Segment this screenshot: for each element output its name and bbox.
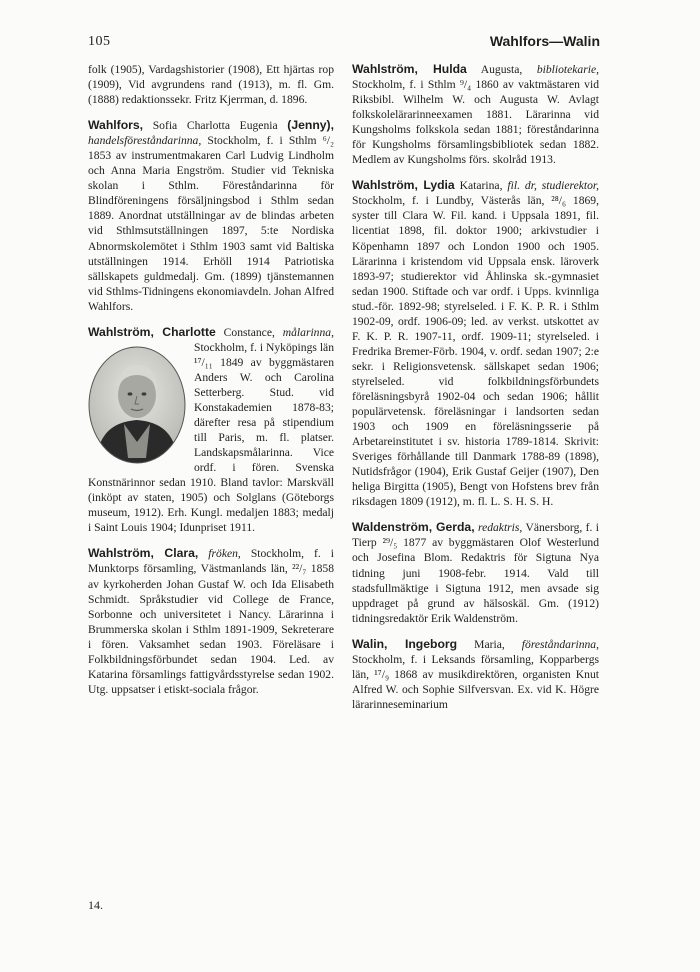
signature-mark: 14. [88, 898, 103, 912]
page-number: 105 [88, 34, 111, 49]
occupation: bibliotekarie, [536, 63, 599, 76]
occupation: redaktris, [477, 521, 523, 535]
entry-walin-ingeborg [352, 637, 599, 712]
headword: Wahlfors, [88, 118, 144, 133]
headword: Wahlström, Hulda [352, 62, 467, 76]
occupation: fröken, [208, 547, 241, 561]
portrait-photo-icon [88, 346, 186, 464]
entry-body: Stockholm, f. i Sthlm ⁶/₂ 1853 av instrumentmakaren Carl Ludvig Lindholm och Anna Maria Engström. Studier vid Tekniska skolan i Sthlm. Föreståndarinna för Blindföreningens försäljningsbod i Sthlm sedan 1889. Anordnat utställningar av de blindas arbeten vid Sthlmsutställningen 1897, 5:te Nordiska Abnormskolemötet i Sthlm 1903 samt vid Baltiska utställningen 1914. Erhöll 1914 Patriotiska sällskapets guldmedalj. Gm. (1899) tjänstemannen vid Sthlms-Tidningens ekonomiavdeln. Johan Alfred Wahlfors. [88, 134, 334, 313]
entry-body: Stockholm, f. i Munktorps församling, Västmanlands län, ²²/₇ 1858 av kyrkoherden Johan Gustaf W. och Ida Elisabeth Schmidt. Språkstudier vid College de France, Sorbonne och universitetet i Nancy. Lärarinna i Brummerska skolan i Sthlm 1891-1909, Sekreterare i fören. Vaksamhet sedan 1903. Föreläsare i Folkbildningsförbundet sedan 1904. Led. av Katarina församlings fattigvårdsstyrelse sedan 1902. Utg. uppsatser i etiskt-sociala frågor. [88, 547, 334, 696]
name-lead: Maria, [457, 637, 522, 651]
occupation: målarinna, [282, 325, 334, 339]
entry-body: Stockholm, f. i Nyköpings län ¹⁷/₁₁ 1849 av byggmästaren Anders W. och Carolina Setterberg. Stud. vid Konstakademien 1878-83; därefter resa på stipendium till Paris, m. fl. platser. Landskapsmålarinna. Vice ordf. i fören. Svenska Konstnärinnor sedan 1910. Bland tavlor: Marskväll (inköpt av staten, 1905) och Solglans (Göteborgs museum, 1912). Erh. Kungl. medaljen 1883; medalj i Saint Louis 1904; Idunpriset 1911. [88, 340, 334, 535]
right-column [352, 62, 599, 723]
name-lead: Constance, [215, 325, 283, 339]
occupation: föreståndarinna, [521, 637, 599, 651]
entry-body: Stockholm, f. i Sthlm ⁹/₄ 1860 av vaktmästaren vid Riksbibl. Wilhelm W. och Augusta W. Avlagt folkskolelärarinneexamen 1881. Lärarinna vid Kungsholms folkskola sedan 1881; föreståndarinna för Kungsholms församlingsbibliotek sedan 1882. Medlem av Kungsholms förs. skolråd 1913. [352, 78, 599, 167]
entry-wahlstrom-hulda [352, 62, 599, 167]
name-lead: Augusta, [466, 63, 537, 76]
headword: Wahlström, Clara, [88, 546, 199, 561]
continued-entry: folk (1905), Vardagshistorier (1908), Ett hjärtas rop (1909), Vid avgrundens rand (1913), m. fl. Gm. (1888) redaktionssekr. Fritz Kjerrman, d. 1896. [88, 63, 334, 107]
entry-waldenstrom-gerda [352, 520, 599, 625]
entry-wahlstrom-clara [88, 546, 334, 696]
occupation: fil. dr, studierektor, [507, 179, 599, 193]
entry-wahlstrom-lydia [352, 178, 599, 509]
left-column [88, 62, 334, 708]
portrait-photo [88, 346, 186, 464]
headword: Wahlström, Lydia [352, 178, 455, 193]
headword: Walin, Ingeborg [352, 636, 458, 651]
name-lead: Sofia Charlotta Eugenia [143, 119, 288, 133]
entry-wahlstrom-charlotte [88, 325, 334, 536]
entry-body: Stockholm, f. i Lundby, Västerås län, ²⁸/₆ 1869, syster till Clara W. Fil. kand. i Uppsala 1891, fil. licentiat 1898, fil. doktor 1900; arkivstudier i Köpenhamn 1897 och London 1900 och 1905. Lärarinna i kristendom vid Uppsala ensk. läroverk 1893-97; studierektor vid Åhlinska sk.-gymnasiet sedan 1900. Stiftade och var ordf. i Upps. kvinnliga stud.-för. 1892-98; styrelseled. i F. K. P. R. i Sthlm 1902-09, ordf. 1906-09; led. av verkst. utskottet av F. K. P. R. 1907-11, ordf. 1909-11; styrelseled. i Fredrika Bremer-Förb. 1904, v. ordf. sedan 1907; 2:e sekr. i Religionsvetensk. sällskapet sedan 1906; styrelseled. vid folkbildningsförbundets föreläsningsbyrå 1902-04 och sedan 1906; hållit populärvetensk. föreläsningar i landsorten sedan 1903 och 1909 en föreläsningsserie på Arbetareinstitutet i sv. historia 1789-1814. Skrivit: Sveriges förhållande till Danmark 1788-89 (1898), Nutidsfrågor (1904), Erik Gustaf Geijer (1907), Den heliga Birgitta (1905), Bengt von Hofstens brev från riksdagen 1809 (1912), m. fl. L. S. H. S. H. [352, 194, 599, 509]
occupation: handelsföreståndarinna, [88, 134, 202, 148]
name-lead [198, 547, 208, 560]
headword: Wahlström, Charlotte [88, 324, 216, 339]
headword: Waldenström, Gerda, [352, 520, 475, 535]
entry-wahlfors [88, 118, 334, 314]
name-lead: Katarina, [454, 179, 508, 193]
running-head: Wahlfors—Walin [489, 33, 600, 49]
headword-nickname: (Jenny), [287, 118, 334, 133]
entry-body: Vänersborg, f. i Tierp ²⁹/₅ 1877 av byggmästaren Olof Westerlund och Josefina Blom. Redaktris för Sigtuna Nya tidning juni 1908-febr. 1914. Vald till stadsfullmäktige i Sigtuna 1912, men avsade sig uppdraget på grund av hälsoskäl. Gm. (1912) tidningsredaktör Erik Waldenström. [352, 521, 599, 625]
entry-body: Stockholm, f. i Leksands församling, Kopparbergs län, ¹⁷/₉ 1868 av musikdirektören, organisten Knut Alfred W. och Sophie Silfversvan. Ex. vid K. Högre lärarinneseminarium [352, 652, 599, 711]
